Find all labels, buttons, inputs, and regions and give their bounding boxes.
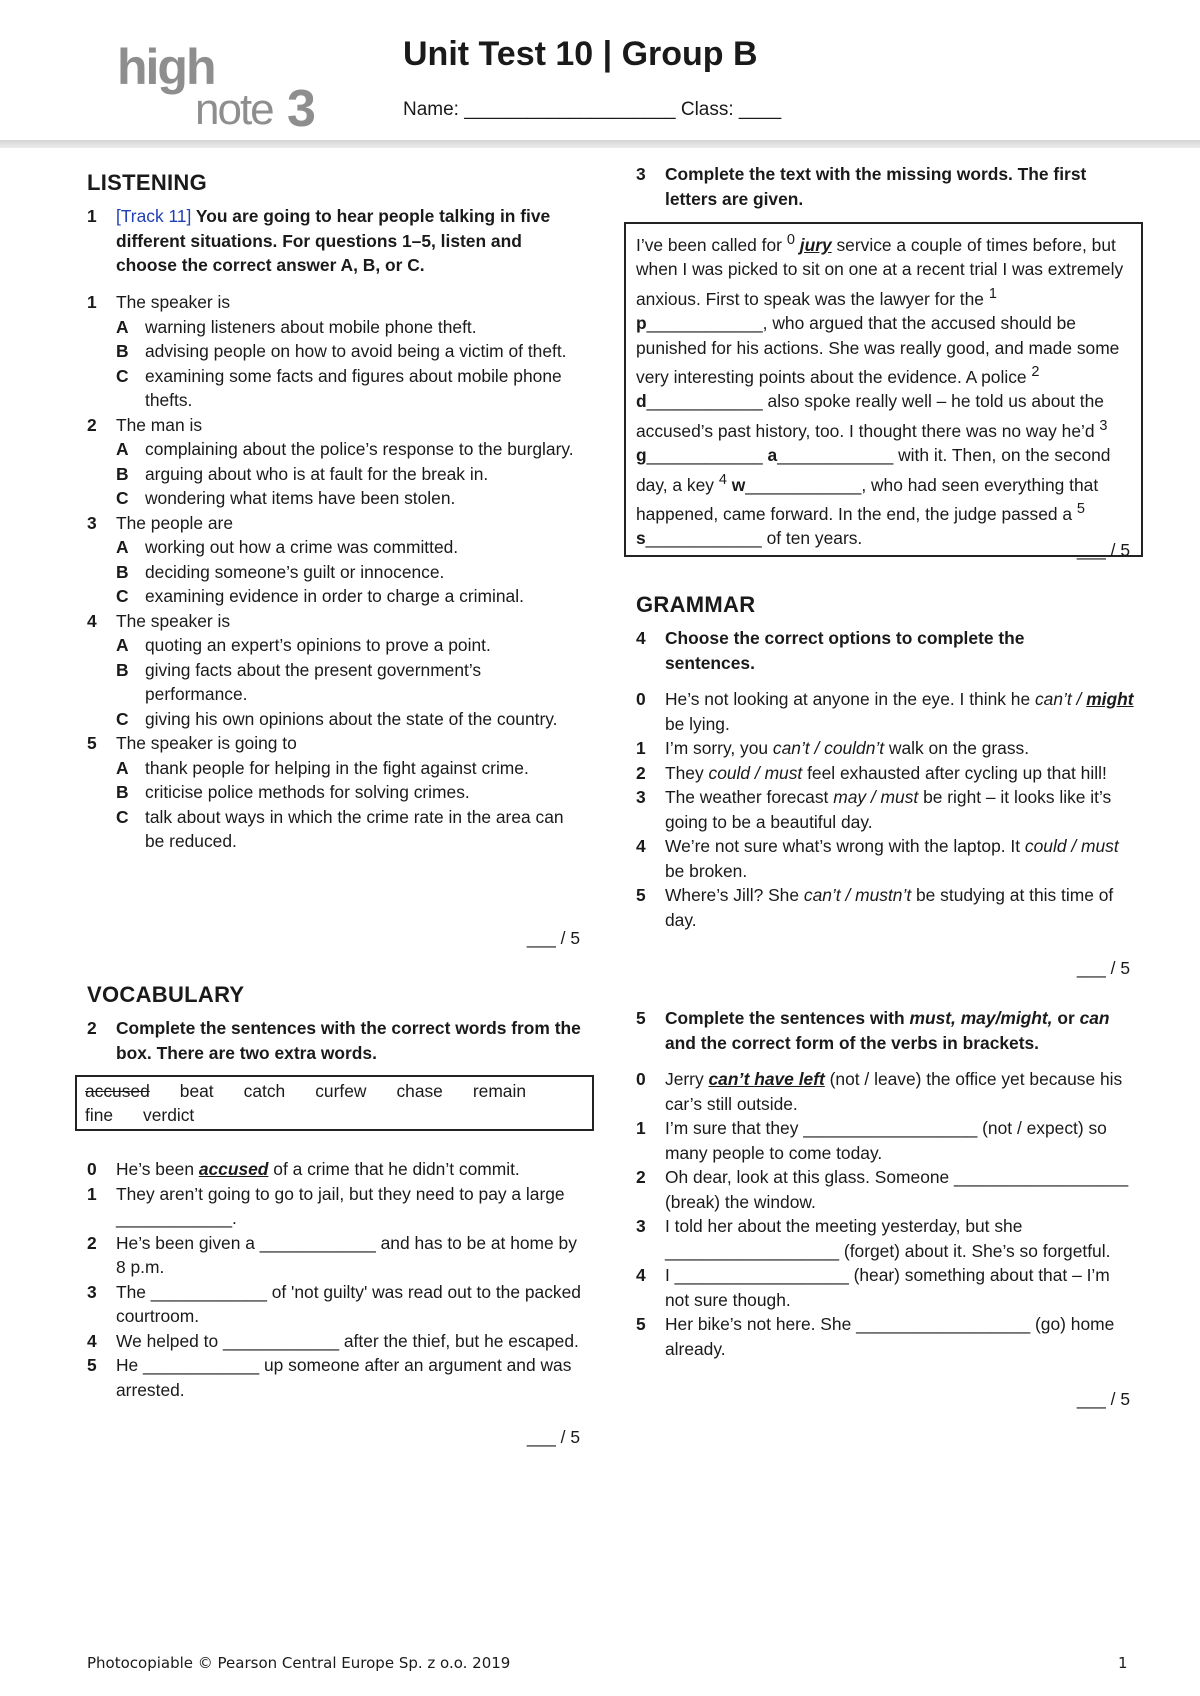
word-chase: chase [396,1081,443,1101]
vocab-item-1: 1 They aren’t going to go to jail, but they need to pay a large ____________. [87,1183,565,1228]
answer-option-a[interactable]: A quoting an expert’s opinions to prove a point. [116,635,491,655]
answer-option-c[interactable]: C examining some facts and figures about mobile phone thefts. [116,365,562,410]
footer-copyright: Photocopiable © Pearson Central Europe Sp. z o.o. 2019 [87,1654,511,1672]
vocabulary-heading: VOCABULARY [87,982,245,1007]
listening-question-2: 2 The man is [87,414,203,435]
word-remain: remain [472,1081,527,1101]
g4-item-0: 0 He’s not looking at anyone in the eye. I think he can’t / might be lying. [636,689,1134,734]
g5-item-3: 3 I told her about the meeting yesterday, but she __________________ (forget) about it. She’s so forgetful. [636,1216,1111,1261]
word-accused: accused [85,1081,150,1101]
example-answer: accused [198,1159,269,1179]
answer-option-b[interactable]: B advising people on how to avoid being a victim of theft. [116,341,567,361]
text-task-score[interactable]: ___ / 5 [1076,540,1130,560]
page-title: Unit Test 10 | Group B [403,35,758,73]
grammar-task4-instruction: 4 Choose the correct options to complete the sentences. [636,628,1025,673]
listening-instruction: 1 [Track 11] You are going to hear people talking in five different situations. For questions 1–5, listen and choose the correct answer A, B, or C. [87,206,551,275]
vocabulary-items [87,1157,587,1402]
grammar-task5-score[interactable]: ___ / 5 [1076,1389,1130,1409]
svg-text:note: note [195,85,273,132]
gap-3b[interactable]: ____________ with it. Then, on the second day, a key [636,445,1111,495]
option-choice[interactable]: can’t / couldn’t [772,738,885,758]
grammar-task4-score[interactable]: ___ / 5 [1076,958,1130,978]
answer-option-a[interactable]: A working out how a crime was committed. [116,537,459,557]
gap-2[interactable]: ____________ also spoke really well – he told us about the accused’s past history, too. I thought there was no way he’d [636,391,1104,441]
grammar-task4-items [636,687,1136,932]
text-passage-box: I’ve been called for $^0$ jury service a couple of times before, but when I was picked to sit on one at a recent trial I was extremely anxious. First to speak was the lawyer for the $^1$ p____________, who argued that the accused should be punished for his actions. She was really good, and made some very interesting points about the evidence. A police $^2$ d____________ also spoke really well – he told us about the accused’s past history, too. I thought there was no way he’d $^3$ g____________ a____________ with it. Then, on the second day, a key $^4$ w____________, who had seen everything that happened, came forward. In the end, the judge passed a $^5$ s____________ of ten years. [624,222,1143,557]
g4-item-1: 1 I’m sorry, you can’t / couldn’t walk on the grass. [636,738,1030,758]
answer-option-a[interactable]: A warning listeners about mobile phone theft. [116,316,477,337]
listening-heading: LISTENING [87,170,208,195]
name-class-line[interactable]: Name: ____________________ Class: ____ [403,99,782,120]
word-curfew: curfew [315,1081,367,1101]
option-choice[interactable]: may / must [833,787,919,807]
example-answer: can’t have left [708,1069,825,1089]
answer-option-b[interactable]: B deciding someone’s guilt or innocence. [116,561,445,582]
header-divider [0,140,1200,148]
track-label: [Track 11] [116,206,192,226]
g5-item-0: 0 Jerry can’t have left (not / leave) the office yet because his car’s still outside. [636,1069,1123,1114]
word-verdict: verdict [143,1105,195,1125]
answer-option-c[interactable]: C examining evidence in order to charge a criminal. [116,586,524,606]
vocab-item-3: 3 The ____________ of 'not guilty' was read out to the packed courtroom. [87,1281,581,1326]
vocab-item-0: 0 He’s been accused of a crime that he didn’t commit. [87,1159,520,1179]
word-fine: fine [85,1105,114,1125]
vocabulary-score[interactable]: ___ / 5 [526,1427,580,1447]
option-choice[interactable]: can’t / mustn’t [803,885,912,905]
option-choice[interactable]: could / must [708,762,803,783]
high-note-logo [115,36,330,132]
gap-3a[interactable]: ____________ [646,445,768,466]
example-answer: jury [799,234,832,255]
listening-question-3: 3 The people are [87,512,233,533]
g5-item-1: 1 I’m sure that they __________________ (not / expect) so many people to come today. [636,1118,1107,1163]
answer-option-c[interactable]: C giving his own opinions about the state of the country. [116,708,558,729]
answer-option-c[interactable]: C talk about ways in which the crime rate in the area can be reduced. [116,806,564,851]
g4-item-2: 2 They could / must feel exhausted after cycling up that hill! [636,762,1107,783]
svg-text:high: high [117,39,215,95]
listening-questions [87,290,587,854]
page-number: 1 [1118,1654,1128,1672]
example-answer: might [1086,689,1134,709]
listening-question-1: 1 The speaker is [87,292,231,312]
listening-score[interactable]: ___ / 5 [526,928,580,948]
word-box [75,1075,594,1131]
option-choice[interactable]: could / must [1024,836,1119,856]
g5-item-2: 2 Oh dear, look at this glass. Someone __________________ (break) the window. [636,1167,1129,1212]
listening-question-4: 4 The speaker is [87,610,231,631]
grammar-task5-items [636,1067,1136,1361]
svg-text:3: 3 [287,80,316,132]
vocab-item-2: 2 He’s been given a ____________ and has to be at home by 8 p.m. [87,1232,577,1277]
vocabulary-instruction: 2 Complete the sentences with the correct words from the box. There are two extra words. [87,1018,581,1063]
answer-option-a[interactable]: A thank people for helping in the fight against crime. [116,757,529,778]
g4-item-4: 4 We’re not sure what’s wrong with the laptop. It could / must be broken. [636,836,1119,881]
g5-item-5: 5 Her bike’s not here. She __________________ (go) home already. [636,1314,1115,1359]
vocab-item-5: 5 He ____________ up someone after an argument and was arrested. [87,1355,572,1400]
listening-question-5: 5 The speaker is going to [87,733,297,753]
grammar-heading: GRAMMAR [636,592,756,617]
answer-option-b[interactable]: B arguing about who is at fault for the break in. [116,463,489,484]
g5-item-4: 4 I __________________ (hear) something about that – I’m not sure though. [636,1265,1110,1310]
word-catch: catch [243,1081,286,1101]
grammar-task5-instruction: 5 Complete the sentences with must, may/might, or can and the correct form of the verbs in brackets. [636,1008,1110,1053]
gap-5[interactable]: ____________ of ten years. [645,528,863,549]
g4-item-3: 3 The weather forecast may / must be right – it looks like it’s going to be a beautiful day. [636,787,1112,832]
word-beat: beat [179,1081,214,1101]
g4-item-5: 5 Where’s Jill? She can’t / mustn’t be studying at this time of day. [636,885,1114,930]
gap-4[interactable]: ____________, who had seen everything that happened, came forward. In the end, the judge passed a [636,474,1099,524]
answer-option-a[interactable]: A complaining about the police’s response to the burglary. [116,439,574,459]
answer-option-b[interactable]: B giving facts about the present government’s performance. [116,659,482,704]
answer-option-b[interactable]: B criticise police methods for solving crimes. [116,782,470,802]
text-task-instruction: 3 Complete the text with the missing words. The first letters are given. [636,164,1087,209]
answer-option-c[interactable]: C wondering what items have been stolen. [116,488,456,508]
vocab-item-4: 4 We helped to ____________ after the thief, but he escaped. [87,1330,579,1351]
gap-1[interactable]: ____________, who argued that the accused should be punished for his actions. She was really good, and made some very interesting points about the evidence. A police [636,313,1120,387]
